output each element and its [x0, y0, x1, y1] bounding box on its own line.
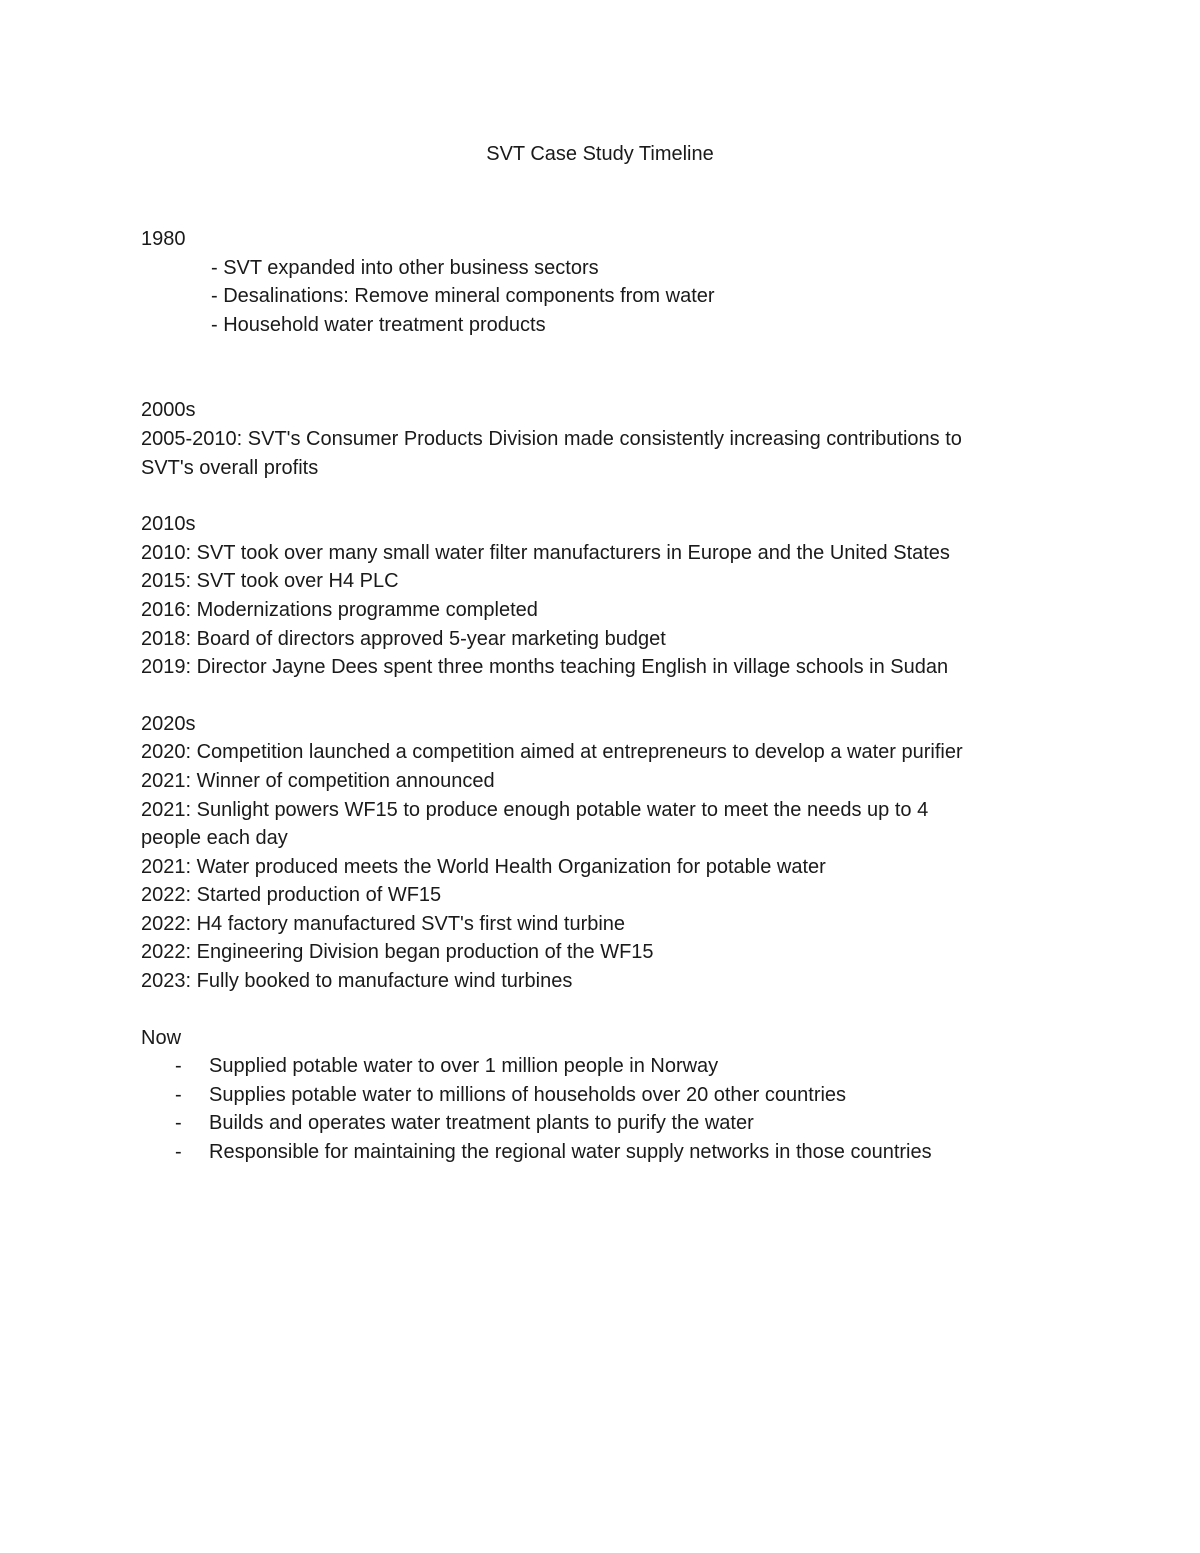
timeline-entry: 2016: Modernizations programme completed	[141, 598, 538, 621]
timeline-entry: SVT's overall profits	[141, 456, 319, 479]
timeline-entry: 2021: Sunlight powers WF15 to produce enough potable water to meet the needs up to 4	[141, 798, 929, 821]
list-item	[141, 1081, 1041, 1110]
timeline-entry: 2022: H4 factory manufactured SVT's first wind turbine	[141, 912, 626, 935]
section-heading-now: Now	[141, 1026, 182, 1049]
list-item	[141, 1052, 1041, 1081]
list-item-text: Supplies potable water to millions of households over 20 other countries	[209, 1083, 847, 1106]
timeline-entry: 2015: SVT took over H4 PLC	[141, 570, 399, 593]
timeline-entry: 2005-2010: SVT's Consumer Products Division made consistently increasing contributions to	[141, 427, 962, 450]
list-item-text: Builds and operates water treatment plants to purify the water	[209, 1112, 754, 1135]
document-title: SVT Case Study Timeline	[486, 143, 714, 165]
list-item: - Desalinations: Remove mineral components from water	[211, 285, 715, 308]
timeline-entry: people each day	[141, 827, 288, 850]
list-item-text: Supplied potable water to over 1 million people in Norway	[209, 1055, 719, 1078]
timeline-entry: 2023: Fully booked to manufacture wind turbines	[141, 970, 573, 993]
list-dash: -	[175, 1083, 182, 1106]
list-item-text: Responsible for maintaining the regional water supply networks in those countries	[209, 1141, 932, 1164]
timeline-entry: 2019: Director Jayne Dees spent three months teaching English in village schools in Sudan	[141, 656, 949, 679]
document-body	[141, 225, 1041, 1167]
section-heading-2000s: 2000s	[141, 399, 196, 422]
timeline-entry: 2010: SVT took over many small water filter manufacturers in Europe and the United States	[141, 541, 950, 564]
list-dash: -	[175, 1112, 182, 1135]
list-item: - SVT expanded into other business sectors	[211, 256, 599, 279]
timeline-entry: 2021: Water produced meets the World Health Organization for potable water	[141, 855, 826, 878]
list-item	[141, 1109, 1041, 1138]
list-item: - Household water treatment products	[211, 313, 546, 336]
timeline-entry: 2021: Winner of competition announced	[141, 769, 495, 792]
timeline-entry: 2022: Engineering Division began production of the WF15	[141, 941, 654, 964]
section-heading-2020s: 2020s	[141, 712, 196, 735]
timeline-entry: 2018: Board of directors approved 5-year marketing budget	[141, 627, 666, 650]
list-item	[141, 1138, 1041, 1167]
list-dash: -	[175, 1141, 182, 1164]
section-heading-1980: 1980	[141, 228, 186, 250]
timeline-entry: 2020: Competition launched a competition aimed at entrepreneurs to develop a water purifier	[141, 741, 963, 764]
timeline-entry: 2022: Started production of WF15	[141, 884, 442, 907]
list-dash: -	[175, 1055, 182, 1078]
section-heading-2010s: 2010s	[141, 513, 196, 536]
